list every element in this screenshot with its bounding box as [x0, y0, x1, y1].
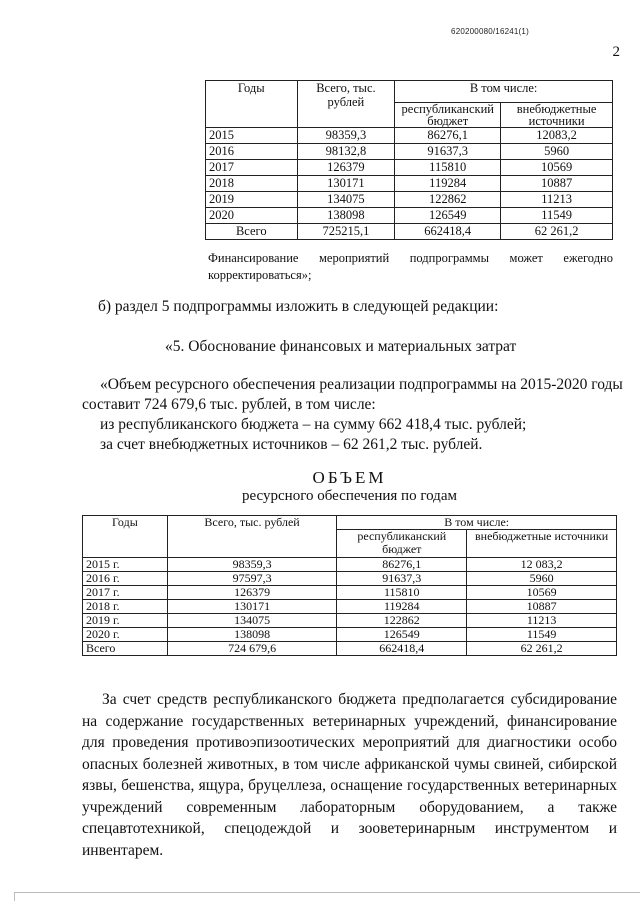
volume-subheading: ресурсного обеспечения по годам	[242, 488, 457, 504]
t2-republic: 122862	[337, 614, 467, 628]
table-row	[83, 586, 617, 600]
table-row	[83, 642, 617, 656]
t2-extra: 5960	[467, 572, 617, 586]
t2-year: 2018 г.	[83, 600, 168, 614]
funding-table-2	[82, 515, 617, 656]
t1-extra: 62 261,2	[501, 224, 613, 240]
t1-header-republic: республиканский бюджет	[395, 103, 501, 128]
t1-republic: 662418,4	[395, 224, 501, 240]
t2-header-incl: В том числе:	[337, 516, 617, 530]
table-row	[206, 224, 613, 240]
volume-paragraph	[82, 375, 623, 455]
volume-line: за счет внебюджетных источников – 62 261,2 тыс. рублей.	[100, 436, 483, 453]
t1-header-extra: внебюджетные источники	[501, 103, 613, 128]
scan-edge	[14, 892, 640, 901]
t2-extra: 11213	[467, 614, 617, 628]
t1-header-total: Всего, тыс. рублей	[297, 81, 395, 128]
amendment-paragraph: б) раздел 5 подпрограммы изложить в следующей редакции:	[98, 298, 499, 315]
t2-header-year: Годы	[83, 516, 168, 558]
t1-year: 2015	[206, 128, 298, 144]
table-row	[206, 144, 613, 160]
t1-republic: 86276,1	[395, 128, 501, 144]
t2-extra: 10569	[467, 586, 617, 600]
t1-total: 130171	[297, 176, 395, 192]
table-row	[83, 572, 617, 586]
t2-republic: 86276,1	[337, 558, 467, 572]
t1-republic: 126549	[395, 208, 501, 224]
t2-header-republic: республиканский бюджет	[337, 530, 467, 558]
volume-heading: ОБЪЕМ	[312, 468, 387, 487]
t1-total: 126379	[297, 160, 395, 176]
t2-total: 134075	[167, 614, 337, 628]
table-row	[83, 628, 617, 642]
funding-table-1	[205, 80, 613, 240]
t1-republic: 119284	[395, 176, 501, 192]
t2-republic: 126549	[337, 628, 467, 642]
t1-header-incl: В том числе:	[395, 81, 613, 103]
t2-year: Всего	[83, 642, 168, 656]
t2-year: 2019 г.	[83, 614, 168, 628]
t2-total: 97597,3	[167, 572, 337, 586]
t1-extra: 10887	[501, 176, 613, 192]
t1-year: 2018	[206, 176, 298, 192]
t2-republic: 91637,3	[337, 572, 467, 586]
volume-line: «Объем ресурсного обеспечения реализации подпрограммы на 2015-2020 годы	[100, 376, 623, 393]
t1-year: 2016	[206, 144, 298, 160]
t1-republic: 122862	[395, 192, 501, 208]
t2-republic: 119284	[337, 600, 467, 614]
page-number: 2	[612, 44, 620, 60]
t2-year: 2015 г.	[83, 558, 168, 572]
t2-total: 126379	[167, 586, 337, 600]
t1-total: 98132,8	[297, 144, 395, 160]
t2-total: 130171	[167, 600, 337, 614]
t1-year: 2019	[206, 192, 298, 208]
table-row	[83, 558, 617, 572]
t1-total: 138098	[297, 208, 395, 224]
t1-year: 2020	[206, 208, 298, 224]
t2-total: 724 679,6	[167, 642, 337, 656]
subsidy-paragraph	[82, 689, 617, 861]
subsidy-text: За счет средств республиканского бюджета предполагается субсидирование на содержание государственных ветеринарных учреждений, финансирование для проведения противоэпизоотических мероприятий для диагностики особо опасных болезней животных, в том числе африканской чумы свиней, сибирской язвы, бешенства, ящура, бруцеллеза, оснащение государственных ветеринарных учреждений современным лабораторным оборудованием, а также спецавтотехникой, спецодеждой и зооветеринарным инструментом и инвентарем.	[82, 691, 617, 859]
t2-year: 2020 г.	[83, 628, 168, 642]
t2-republic: 115810	[337, 586, 467, 600]
t1-republic: 115810	[395, 160, 501, 176]
t2-header-total: Всего, тыс. рублей	[167, 516, 337, 558]
t1-total: 725215,1	[297, 224, 395, 240]
t1-year: 2017	[206, 160, 298, 176]
t1-total: 98359,3	[297, 128, 395, 144]
t1-extra: 12083,2	[501, 128, 613, 144]
t1-extra: 11213	[501, 192, 613, 208]
t2-extra: 62 261,2	[467, 642, 617, 656]
t2-republic: 662418,4	[337, 642, 467, 656]
t2-header-extra: внебюджетные источники	[467, 530, 617, 558]
table-row	[206, 160, 613, 176]
table-row	[206, 208, 613, 224]
document-number: 620200080/16241(1)	[451, 27, 529, 36]
funding-note: Финансирование мероприятий подпрограммы может ежегодно корректироваться»;	[208, 251, 613, 282]
t1-extra: 11549	[501, 208, 613, 224]
t2-year: 2017 г.	[83, 586, 168, 600]
table-row	[83, 614, 617, 628]
t2-extra: 12 083,2	[467, 558, 617, 572]
table-row	[83, 600, 617, 614]
t2-extra: 10887	[467, 600, 617, 614]
t1-extra: 5960	[501, 144, 613, 160]
section-title: «5. Обоснование финансовых и материальных затрат	[165, 338, 517, 355]
t1-total: 134075	[297, 192, 395, 208]
t2-extra: 11549	[467, 628, 617, 642]
t1-header-year: Годы	[206, 81, 298, 128]
t2-year: 2016 г.	[83, 572, 168, 586]
t1-republic: 91637,3	[395, 144, 501, 160]
table-row	[206, 176, 613, 192]
t2-total: 98359,3	[167, 558, 337, 572]
volume-line: составит 724 679,6 тыс. рублей, в том числе:	[82, 396, 376, 413]
t1-extra: 10569	[501, 160, 613, 176]
t2-total: 138098	[167, 628, 337, 642]
volume-line: из республиканского бюджета – на сумму 662 418,4 тыс. рублей;	[100, 416, 527, 433]
t1-year: Всего	[206, 224, 298, 240]
table-row	[206, 128, 613, 144]
table-row	[206, 192, 613, 208]
